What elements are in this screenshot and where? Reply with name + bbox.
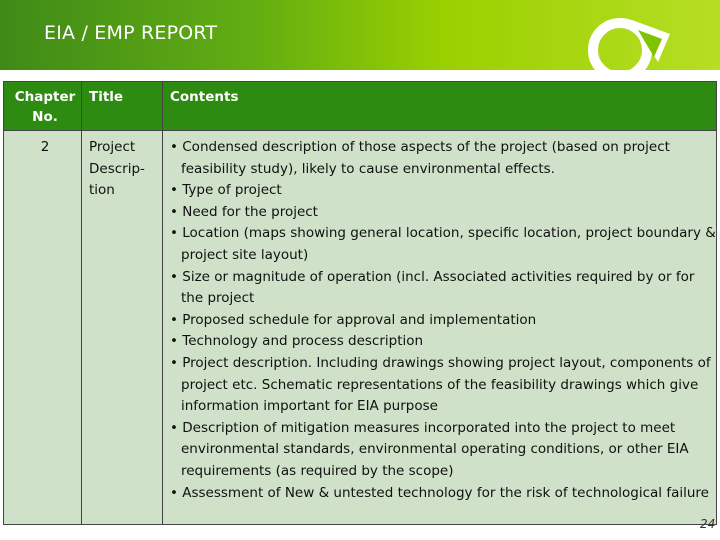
list-item: • Condensed description of those aspects of the project (based on project feasibility study), likely to cause environmental effects. xyxy=(170,139,670,177)
header-title: Title xyxy=(89,89,124,105)
column-divider xyxy=(162,82,163,524)
header-chapter-no: Chapter No. xyxy=(14,89,76,125)
contents-list xyxy=(170,137,716,504)
table-header-row xyxy=(4,82,716,131)
header-contents: Contents xyxy=(170,89,239,105)
list-item: • Technology and process description xyxy=(170,333,424,350)
list-item: • Project description. Including drawings showing project layout, components of project etc. Schematic representations of the feasibility drawings which give information important for EIA purpose xyxy=(170,354,711,415)
list-item: • Location (maps showing general location, specific location, project boundary & project site layout) xyxy=(170,225,716,263)
row-title: Project Descrip- tion xyxy=(89,139,145,199)
column-divider xyxy=(81,82,82,524)
report-table xyxy=(3,81,717,525)
slide-title: EIA / EMP REPORT xyxy=(44,22,218,44)
list-item: • Type of project xyxy=(170,182,282,199)
list-item: • Need for the project xyxy=(170,203,318,220)
list-item: • Description of mitigation measures incorporated into the project to meet environmental standards, environmental operating conditions, or other EIA requirements (as required by the scope) xyxy=(170,419,689,479)
page-number: 24 xyxy=(700,517,716,531)
logo-icon xyxy=(588,14,684,86)
list-item: • Proposed schedule for approval and implementation xyxy=(170,311,537,328)
list-item: • Size or magnitude of operation (incl. Associated activities required by or for the project xyxy=(170,268,695,307)
row-chapter-number: 2 xyxy=(40,139,50,155)
list-item: • Assessment of New & untested technology for the risk of technological failure xyxy=(170,484,709,501)
